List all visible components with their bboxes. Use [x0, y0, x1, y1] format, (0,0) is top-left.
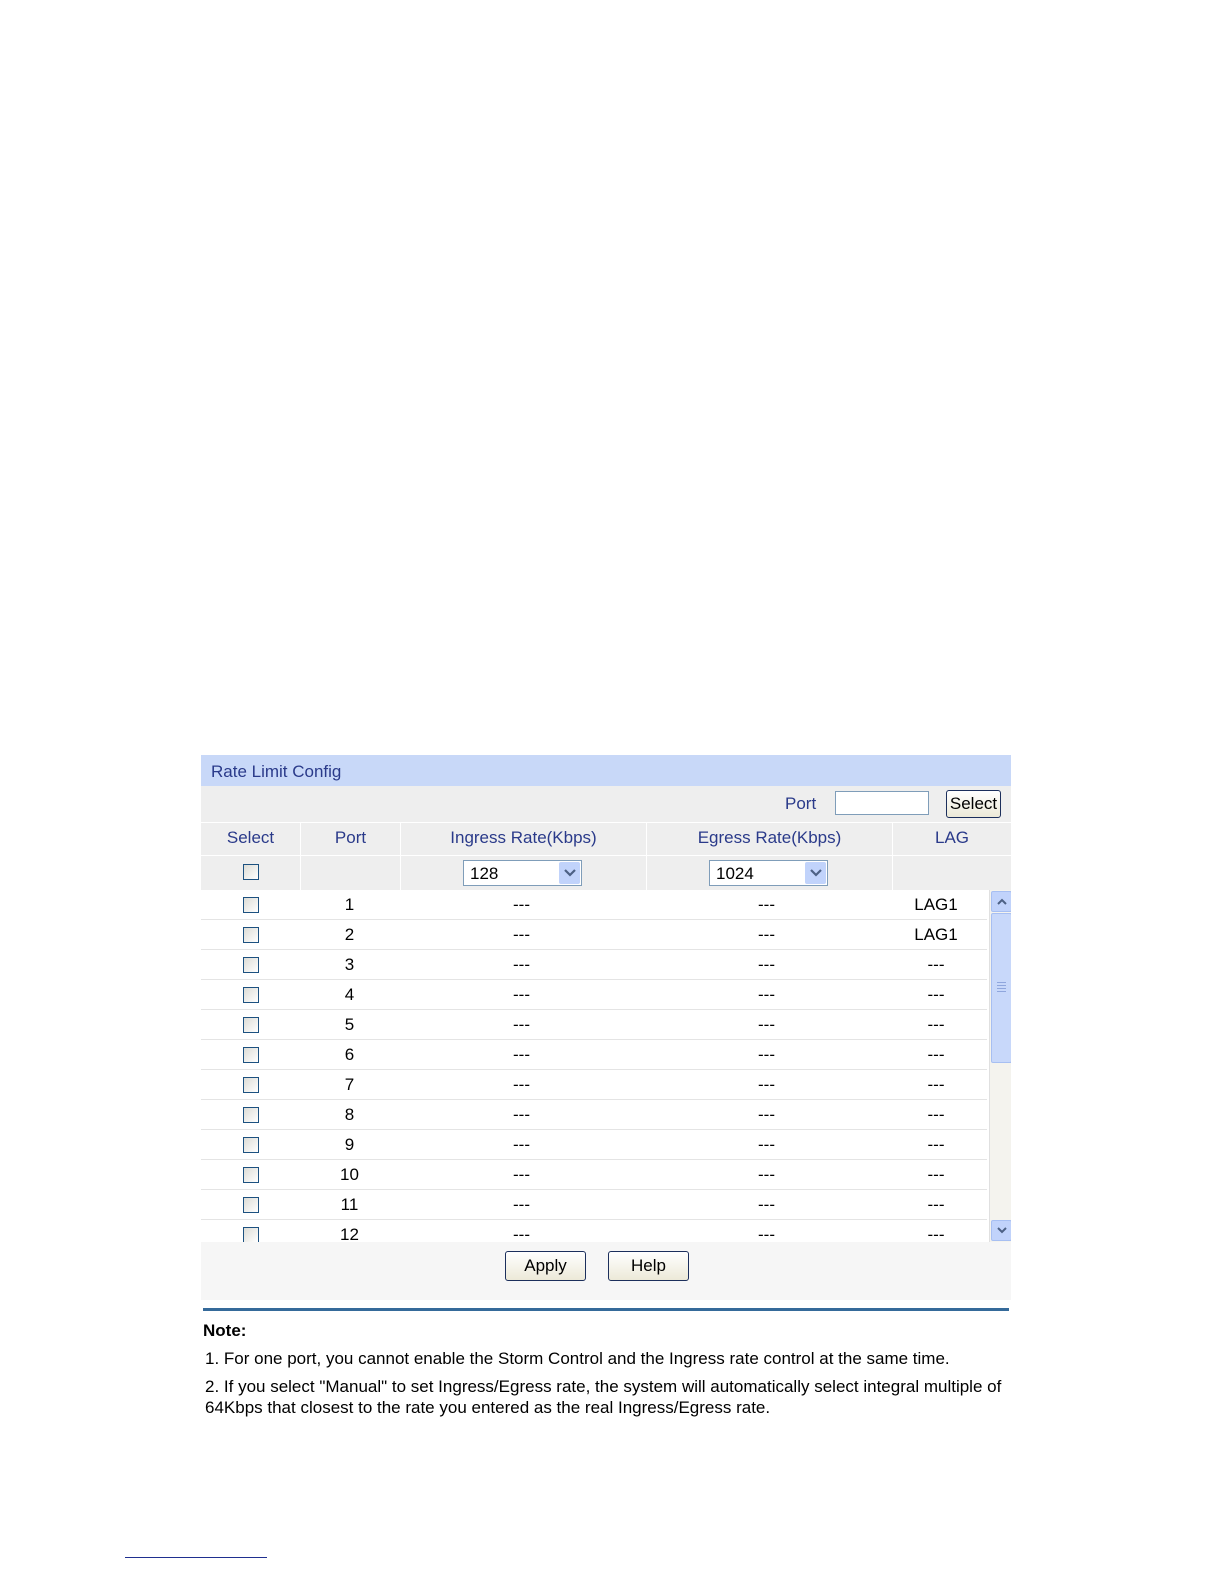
row-ingress-rate: --- [513, 1044, 530, 1064]
row-ingress-rate: --- [513, 924, 530, 944]
row-port: 10 [340, 1164, 359, 1184]
row-ingress-rate: --- [513, 1104, 530, 1124]
row-lag: LAG1 [914, 894, 958, 914]
table-row [201, 1010, 987, 1040]
row-port: 9 [344, 1134, 355, 1154]
row-port: 1 [344, 894, 355, 914]
row-checkbox[interactable] [243, 1137, 259, 1153]
row-checkbox[interactable] [243, 957, 259, 973]
table-row [201, 1220, 987, 1242]
row-egress-rate: --- [758, 924, 775, 944]
note-item-2: 2. If you select "Manual" to set Ingress/Egress rate, the system will automatically select integral multiple of 64Kbps that closest to the rate you entered as the real Ingress/Egress rate. [205, 1377, 1002, 1417]
row-checkbox[interactable] [243, 1047, 259, 1063]
table-row [201, 980, 987, 1010]
note-section [203, 1308, 1009, 1418]
row-lag: --- [927, 1074, 945, 1094]
port-label: Port [785, 794, 817, 813]
row-port: 7 [344, 1074, 355, 1094]
row-lag: --- [927, 1194, 945, 1214]
row-ingress-rate: --- [513, 1014, 530, 1034]
select-all-checkbox[interactable] [243, 864, 259, 880]
row-egress-rate: --- [758, 1224, 775, 1242]
panel-title: Rate Limit Config [201, 755, 1011, 786]
row-lag: --- [927, 1224, 945, 1242]
row-lag: --- [927, 954, 945, 974]
row-checkbox[interactable] [243, 897, 259, 913]
row-lag: --- [927, 1104, 945, 1124]
row-port: 4 [344, 984, 355, 1004]
table-row [201, 1160, 987, 1190]
row-port: 8 [344, 1104, 355, 1124]
scroll-down-icon[interactable] [991, 1220, 1011, 1241]
table-row [201, 1070, 987, 1100]
row-egress-rate: --- [758, 1104, 775, 1124]
table-row [201, 1040, 987, 1070]
row-egress-rate: --- [758, 954, 775, 974]
row-ingress-rate: --- [513, 1074, 530, 1094]
row-ingress-rate: --- [513, 1194, 530, 1214]
table-row [201, 890, 987, 920]
note-title: Note: [203, 1321, 247, 1340]
row-ingress-rate: --- [513, 1224, 530, 1242]
table-row [201, 950, 987, 980]
select-button[interactable]: Select [946, 790, 1001, 818]
row-egress-rate: --- [758, 894, 775, 914]
help-button[interactable]: Help [608, 1251, 689, 1281]
row-lag: --- [927, 1044, 945, 1064]
row-egress-rate: --- [758, 1134, 775, 1154]
row-lag: LAG1 [914, 924, 958, 944]
row-checkbox[interactable] [243, 1167, 259, 1183]
chevron-down-icon[interactable] [559, 862, 580, 884]
row-port: 5 [344, 1014, 355, 1034]
note-divider [203, 1308, 1009, 1311]
scroll-thumb[interactable] [991, 913, 1011, 1063]
chevron-down-icon[interactable] [805, 862, 826, 884]
note-item-1: 1. For one port, you cannot enable the Storm Control and the Ingress rate control at the same time. [205, 1349, 950, 1368]
header-select: Select [201, 823, 301, 855]
row-checkbox[interactable] [243, 1197, 259, 1213]
row-lag: --- [927, 1134, 945, 1154]
ingress-rate-dropdown[interactable] [463, 860, 582, 886]
row-lag: --- [927, 984, 945, 1004]
row-checkbox[interactable] [243, 987, 259, 1003]
egress-rate-value: 1024 [716, 864, 754, 883]
row-port: 12 [340, 1224, 359, 1242]
row-egress-rate: --- [758, 1014, 775, 1034]
row-egress-rate: --- [758, 1074, 775, 1094]
port-filter-bar [201, 786, 1011, 822]
header-port: Port [301, 823, 401, 855]
row-checkbox[interactable] [243, 1077, 259, 1093]
footnote-rule [125, 1557, 267, 1558]
row-port: 11 [340, 1194, 359, 1214]
row-checkbox[interactable] [243, 927, 259, 943]
row-egress-rate: --- [758, 1194, 775, 1214]
row-ingress-rate: --- [513, 1134, 530, 1154]
port-input[interactable] [835, 791, 929, 815]
table-row [201, 1100, 987, 1130]
apply-button[interactable]: Apply [505, 1251, 586, 1281]
table-row [201, 920, 987, 950]
header-ingress-rate: Ingress Rate(Kbps) [401, 823, 647, 855]
ingress-rate-value: 128 [470, 864, 499, 883]
egress-rate-dropdown[interactable] [709, 860, 828, 886]
rate-limit-panel [201, 755, 1011, 1300]
action-bar [201, 1242, 1011, 1300]
row-egress-rate: --- [758, 1164, 775, 1184]
row-lag: --- [927, 1014, 945, 1034]
row-checkbox[interactable] [243, 1107, 259, 1123]
row-egress-rate: --- [758, 984, 775, 1004]
row-lag: --- [927, 1164, 945, 1184]
table-row [201, 1190, 987, 1220]
header-egress-rate: Egress Rate(Kbps) [647, 823, 893, 855]
table-row [201, 1130, 987, 1160]
vertical-scrollbar[interactable] [989, 890, 1011, 1242]
port-list[interactable] [201, 890, 1011, 1242]
row-egress-rate: --- [758, 1044, 775, 1064]
row-port: 2 [344, 924, 355, 944]
scroll-up-icon[interactable] [991, 891, 1011, 912]
row-checkbox[interactable] [243, 1227, 259, 1242]
header-lag: LAG [934, 828, 970, 847]
row-port: 6 [344, 1044, 355, 1064]
row-ingress-rate: --- [513, 984, 530, 1004]
row-port: 3 [344, 954, 355, 974]
table-header [201, 822, 1011, 855]
row-ingress-rate: --- [513, 954, 530, 974]
row-ingress-rate: --- [513, 1164, 530, 1184]
row-ingress-rate: --- [513, 894, 530, 914]
bulk-edit-row [201, 855, 1011, 890]
row-checkbox[interactable] [243, 1017, 259, 1033]
